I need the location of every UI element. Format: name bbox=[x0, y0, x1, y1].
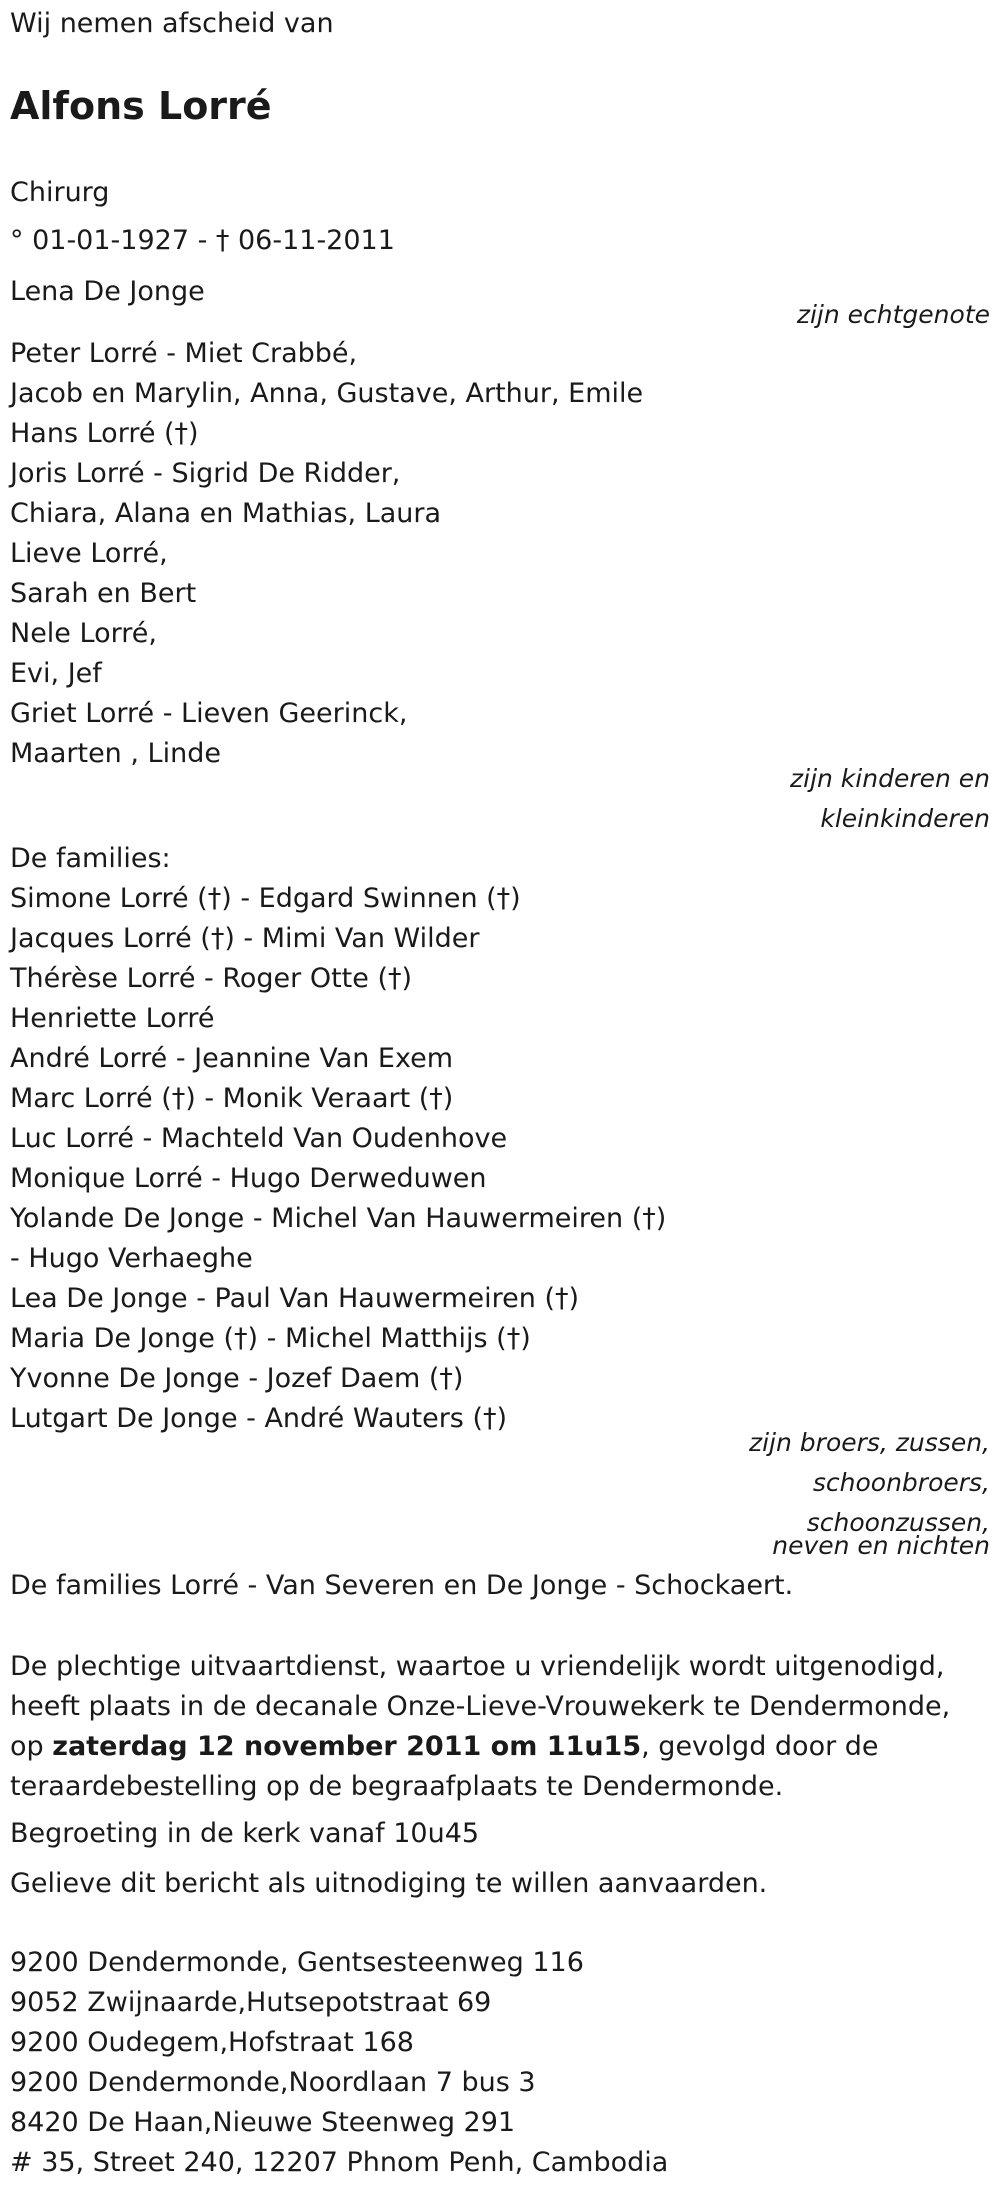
list-item: Monique Lorré - Hugo Derweduwen bbox=[10, 1163, 487, 1194]
list-item: Marc Lorré (†) - Monik Veraart (†) bbox=[10, 1083, 454, 1114]
invitation-text: Gelieve dit bericht als uitnodiging te willen aanvaarden. bbox=[10, 1868, 768, 1899]
list-item: Maria De Jonge (†) - Michel Matthijs (†) bbox=[10, 1323, 531, 1354]
list-item: Joris Lorré - Sigrid De Ridder, bbox=[10, 458, 401, 489]
list-item: Jacques Lorré (†) - Mimi Van Wilder bbox=[10, 923, 480, 954]
list-item: 9200 Dendermonde,Noordlaan 7 bus 3 bbox=[10, 2067, 536, 2098]
service-text-after: , gevolgd door de teraardebestelling op de begraafplaats te Dendermonde. bbox=[10, 1731, 879, 1802]
list-item: Peter Lorré - Miet Crabbé, bbox=[10, 338, 358, 369]
spouse-role: zijn echtgenote bbox=[796, 300, 990, 329]
families-role-line4: neven en nichten bbox=[772, 1531, 990, 1560]
life-dates: ° 01-01-1927 - † 06-11-2011 bbox=[10, 225, 395, 256]
list-item: Sarah en Bert bbox=[10, 578, 197, 609]
children-role-line1: zijn kinderen en bbox=[790, 764, 990, 793]
address-list bbox=[10, 1943, 668, 2183]
families-role-line3: schoonzussen, bbox=[806, 1508, 990, 1537]
list-item: Lieve Lorré, bbox=[10, 538, 168, 569]
service-paragraph bbox=[10, 1647, 980, 1807]
list-item: Lutgart De Jonge - André Wauters (†) bbox=[10, 1403, 508, 1434]
list-item: Maarten , Linde bbox=[10, 738, 221, 769]
list-item: Yolande De Jonge - Michel Van Hauwermeiren (†) bbox=[10, 1203, 667, 1234]
list-item: 9200 Dendermonde, Gentsesteenweg 116 bbox=[10, 1947, 584, 1978]
list-item: André Lorré - Jeannine Van Exem bbox=[10, 1043, 454, 1074]
list-item: # 35, Street 240, 12207 Phnom Penh, Cambodia bbox=[10, 2147, 669, 2178]
service-text-before: De plechtige uitvaartdienst, waartoe u vriendelijk wordt uitgenodigd, heeft plaats in de decanale Onze-Lieve-Vrouwekerk te Dendermonde, op bbox=[10, 1651, 951, 1762]
list-item: Simone Lorré (†) - Edgard Swinnen (†) bbox=[10, 883, 521, 914]
list-item: 9052 Zwijnaarde,Hutsepotstraat 69 bbox=[10, 1987, 492, 2018]
list-item: Henriette Lorré bbox=[10, 1003, 215, 1034]
families-heading: De families: bbox=[10, 843, 171, 874]
children-list bbox=[10, 334, 643, 774]
list-item: Lea De Jonge - Paul Van Hauwermeiren (†) bbox=[10, 1283, 580, 1314]
list-item: - Hugo Verhaeghe bbox=[10, 1243, 253, 1274]
list-item: Chiara, Alana en Mathias, Laura bbox=[10, 498, 442, 529]
families-line: De families Lorré - Van Severen en De Jonge - Schockaert. bbox=[10, 1570, 794, 1601]
list-item: Griet Lorré - Lieven Geerinck, bbox=[10, 698, 408, 729]
families-list bbox=[10, 879, 666, 1439]
intro-text: Wij nemen afscheid van bbox=[10, 8, 334, 39]
greeting-text: Begroeting in de kerk vanaf 10u45 bbox=[10, 1818, 480, 1849]
list-item: 9200 Oudegem,Hofstraat 168 bbox=[10, 2027, 414, 2058]
children-role-line2: kleinkinderen bbox=[820, 804, 990, 833]
families-role-line2: schoonbroers, bbox=[812, 1468, 990, 1497]
list-item: Luc Lorré - Machteld Van Oudenhove bbox=[10, 1123, 508, 1154]
list-item: Yvonne De Jonge - Jozef Daem (†) bbox=[10, 1363, 464, 1394]
list-item: Thérèse Lorré - Roger Otte (†) bbox=[10, 963, 413, 994]
families-role-line1: zijn broers, zussen, bbox=[748, 1428, 990, 1457]
list-item: Evi, Jef bbox=[10, 658, 102, 689]
list-item: Jacob en Marylin, Anna, Gustave, Arthur, Emile bbox=[10, 378, 644, 409]
list-item: Nele Lorré, bbox=[10, 618, 157, 649]
spouse-name: Lena De Jonge bbox=[10, 276, 205, 307]
deceased-name: Alfons Lorré bbox=[10, 84, 272, 128]
list-item: Hans Lorré (†) bbox=[10, 418, 199, 449]
list-item: 8420 De Haan,Nieuwe Steenweg 291 bbox=[10, 2107, 516, 2138]
profession: Chirurg bbox=[10, 177, 110, 208]
service-date-time: zaterdag 12 november 2011 om 11u15 bbox=[52, 1731, 642, 1762]
